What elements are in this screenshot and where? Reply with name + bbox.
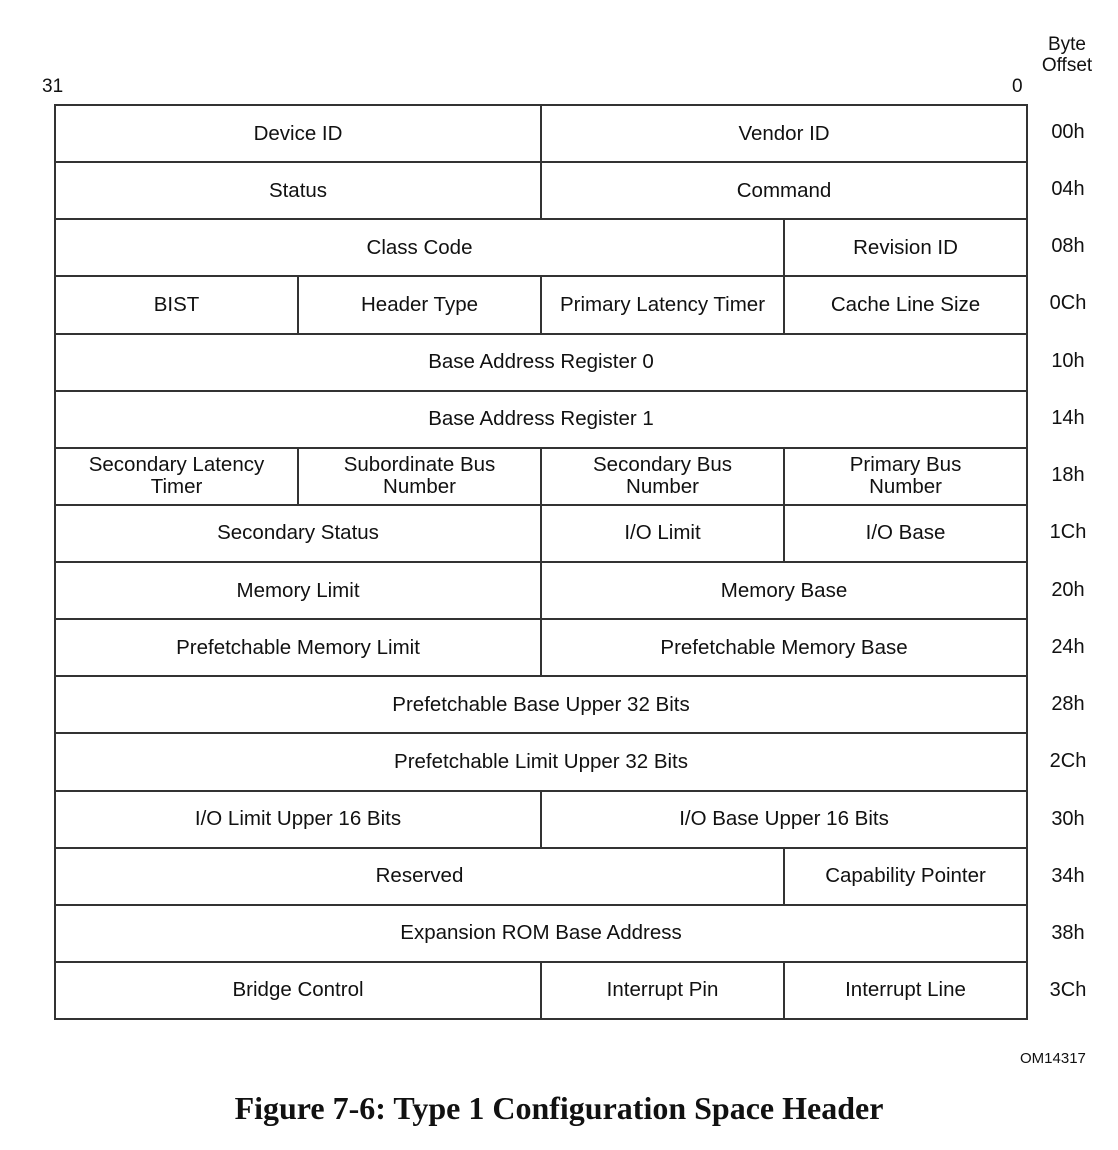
byte-offset-value: 3Ch bbox=[1049, 979, 1087, 1002]
register-row bbox=[55, 505, 1027, 562]
byte-offset-value: 34h bbox=[1051, 864, 1085, 887]
register-row bbox=[55, 676, 1027, 733]
register-field: Cache Line Size bbox=[784, 276, 1027, 333]
register-field: Primary Latency Timer bbox=[541, 276, 784, 333]
register-field: Status bbox=[55, 162, 541, 219]
register-field: Interrupt Line bbox=[784, 962, 1027, 1019]
register-field: I/O Base Upper 16 Bits bbox=[541, 791, 1027, 848]
register-field: Prefetchable Memory Base bbox=[541, 619, 1027, 676]
register-field: Bridge Control bbox=[55, 962, 541, 1019]
register-field: Base Address Register 0 bbox=[55, 334, 1027, 391]
byte-offset-value: 38h bbox=[1051, 922, 1085, 945]
register-row bbox=[55, 619, 1027, 676]
register-row bbox=[55, 162, 1027, 219]
register-row bbox=[55, 219, 1027, 276]
register-field: I/O Limit bbox=[541, 505, 784, 562]
byte-offset-value: 00h bbox=[1051, 120, 1085, 143]
register-row bbox=[55, 848, 1027, 905]
register-field: Primary Bus Number bbox=[784, 448, 1027, 505]
register-row bbox=[55, 276, 1027, 333]
register-field: Interrupt Pin bbox=[541, 962, 784, 1019]
byte-offset-value: 04h bbox=[1051, 177, 1085, 200]
register-field: Vendor ID bbox=[541, 105, 1027, 162]
register-field: Command bbox=[541, 162, 1027, 219]
figure-id: OM14317 bbox=[1020, 1050, 1086, 1067]
byte-offset-value: 1Ch bbox=[1049, 521, 1087, 544]
register-field: Device ID bbox=[55, 105, 541, 162]
register-row bbox=[55, 733, 1027, 790]
byte-offset-value: 08h bbox=[1051, 235, 1085, 258]
register-field: Memory Base bbox=[541, 562, 1027, 619]
register-row bbox=[55, 791, 1027, 848]
byte-offset-value: 10h bbox=[1051, 349, 1085, 372]
register-field: Header Type bbox=[298, 276, 541, 333]
register-row bbox=[55, 391, 1027, 448]
byte-offset-value: 2Ch bbox=[1049, 750, 1087, 773]
register-field: Revision ID bbox=[784, 219, 1027, 276]
register-field: I/O Limit Upper 16 Bits bbox=[55, 791, 541, 848]
byte-offset-value: 18h bbox=[1051, 464, 1085, 487]
figure-caption: Figure 7-6: Type 1 Configuration Space Header bbox=[234, 1090, 884, 1126]
register-field: BIST bbox=[55, 276, 298, 333]
byte-offset-value: 24h bbox=[1051, 635, 1085, 658]
register-row bbox=[55, 334, 1027, 391]
register-field: Secondary Bus Number bbox=[541, 448, 784, 505]
register-field: Capability Pointer bbox=[784, 848, 1027, 905]
register-row bbox=[55, 448, 1027, 505]
register-field: Subordinate Bus Number bbox=[298, 448, 541, 505]
register-field: Secondary Latency Timer bbox=[55, 448, 298, 505]
register-field: Expansion ROM Base Address bbox=[55, 905, 1027, 962]
register-field: Prefetchable Memory Limit bbox=[55, 619, 541, 676]
register-field: Secondary Status bbox=[55, 505, 541, 562]
register-field: Base Address Register 1 bbox=[55, 391, 1027, 448]
byte-offset-value: 14h bbox=[1051, 406, 1085, 429]
register-row bbox=[55, 962, 1027, 1019]
byte-offset-value: 28h bbox=[1051, 693, 1085, 716]
byte-offset-value: 0Ch bbox=[1049, 292, 1087, 315]
byte-offset-value: 20h bbox=[1051, 578, 1085, 601]
register-field: I/O Base bbox=[784, 505, 1027, 562]
bit-31-label: 31 bbox=[42, 76, 64, 97]
register-field: Prefetchable Base Upper 32 Bits bbox=[55, 676, 1027, 733]
register-field: Memory Limit bbox=[55, 562, 541, 619]
config-space-register-table bbox=[54, 104, 1028, 1020]
register-field: Prefetchable Limit Upper 32 Bits bbox=[55, 733, 1027, 790]
byte-offset-value: 30h bbox=[1051, 807, 1085, 830]
register-row bbox=[55, 562, 1027, 619]
bit-0-label: 0 bbox=[1012, 76, 1023, 97]
register-field: Class Code bbox=[55, 219, 784, 276]
register-row bbox=[55, 905, 1027, 962]
register-row bbox=[55, 105, 1027, 162]
register-field: Reserved bbox=[55, 848, 784, 905]
byte-offset-header: Byte Offset bbox=[1041, 34, 1093, 76]
